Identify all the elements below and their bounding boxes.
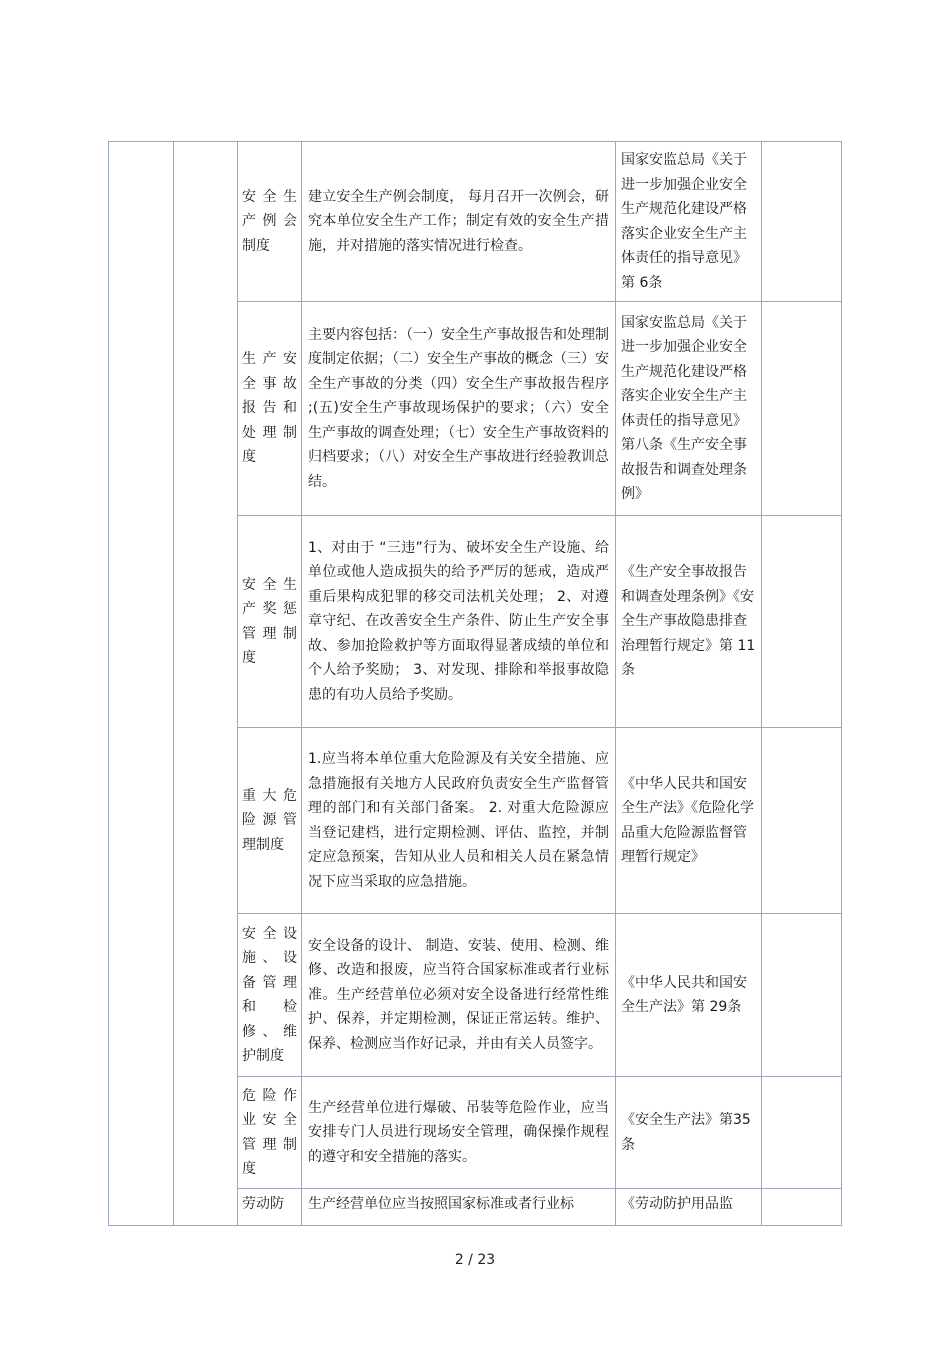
regulation-content: 安全设备的设计、 制造、安装、使用、检测、维修、改造和报废，应当符合国家标准或者行业标准。生产经营单位必须对安全设备进行经常性维护、保养，并定期检测，保证正常运转。维护、保养、检测应当作好记录，并由有关人员签字。 [302,914,616,1077]
blank-cell-last [762,516,842,728]
regulation-table [108,141,842,1226]
regulation-basis: 《劳动防护用品监 [616,1189,762,1226]
regulation-name: 重大危险源管理制度 [238,728,302,914]
regulation-content: 1.应当将本单位重大危险源及有关安全措施、应急措施报有关地方人民政府负责安全生产监督管理的部门和有关部门备案。 2. 对重大危险源应当登记建档，进行定期检测、评估、监控，并制定应急预案，告知从业人员和相关人员在紧急情况下应当采取的应急措施。 [302,728,616,914]
regulation-basis: 《安全生产法》第35条 [616,1077,762,1189]
regulation-name: 安全生产例会制度 [238,142,302,302]
regulation-content: 1、对由于 “三违”行为、破坏安全生产设施、给单位或他人造成损失的给予严厉的惩戒，造成严重后果构成犯罪的移交司法机关处理； 2、对遵章守纪、在改善安全生产条件、防止生产安全事故、参加抢险救护等方面取得显著成绩的单位和个人给予奖励； 3、对发现、排除和举报事故隐患的有功人员给予奖励。 [302,516,616,728]
regulation-basis: 《生产安全事故报告和调查处理条例》《安全生产事故隐患排查治理暂行规定》第 11条 [616,516,762,728]
regulation-basis: 国家安监总局《关于进一步加强企业安全生产规范化建设严格落实企业安全生产主体责任的指导意见》第 6条 [616,142,762,302]
table-row [109,142,842,302]
page-number: 2 / 23 [454,1252,496,1268]
regulation-content: 建立安全生产例会制度， 每月召开一次例会，研究本单位安全生产工作；制定有效的安全生产措施，并对措施的落实情况进行检查。 [302,142,616,302]
blank-cell-last [762,1189,842,1226]
blank-cell-last [762,142,842,302]
regulation-name: 生产安全事故报告和处理制度 [238,302,302,516]
blank-cell-col1 [109,142,174,1226]
blank-cell-last [762,1077,842,1189]
regulation-basis: 《中华人民共和国安全生产法》第 29条 [616,914,762,1077]
regulation-content: 主要内容包括：（一）安全生产事故报告和处理制度制定依据；（二）安全生产事故的概念（三）安全生产事故的分类（四）安全生产事故报告程序 ;(五)安全生产事故现场保护的要求；（六）安全生产事故的调查处理；（七）安全生产事故资料的归档要求；（八）对安全生产事故进行经验教训总结。 [302,302,616,516]
regulation-content: 生产经营单位应当按照国家标准或者行业标 [302,1189,616,1226]
regulation-name: 劳动防 [238,1189,302,1226]
blank-cell-last [762,302,842,516]
regulation-basis: 国家安监总局《关于进一步加强企业安全生产规范化建设严格落实企业安全生产主体责任的指导意见》第八条《生产安全事故报告和调查处理条例》 [616,302,762,516]
regulation-content: 生产经营单位进行爆破、吊装等危险作业，应当安排专门人员进行现场安全管理，确保操作规程的遵守和安全措施的落实。 [302,1077,616,1189]
regulation-name: 危险作业安全管理制度 [238,1077,302,1189]
blank-cell-last [762,914,842,1077]
regulation-name: 安全设施、设备管理和检修、维护制度 [238,914,302,1077]
regulation-basis: 《中华人民共和国安全生产法》《危险化学品重大危险源监督管理暂行规定》 [616,728,762,914]
regulation-name: 安全生产奖惩管理制度 [238,516,302,728]
blank-cell-col2 [174,142,238,1226]
blank-cell-last [762,728,842,914]
